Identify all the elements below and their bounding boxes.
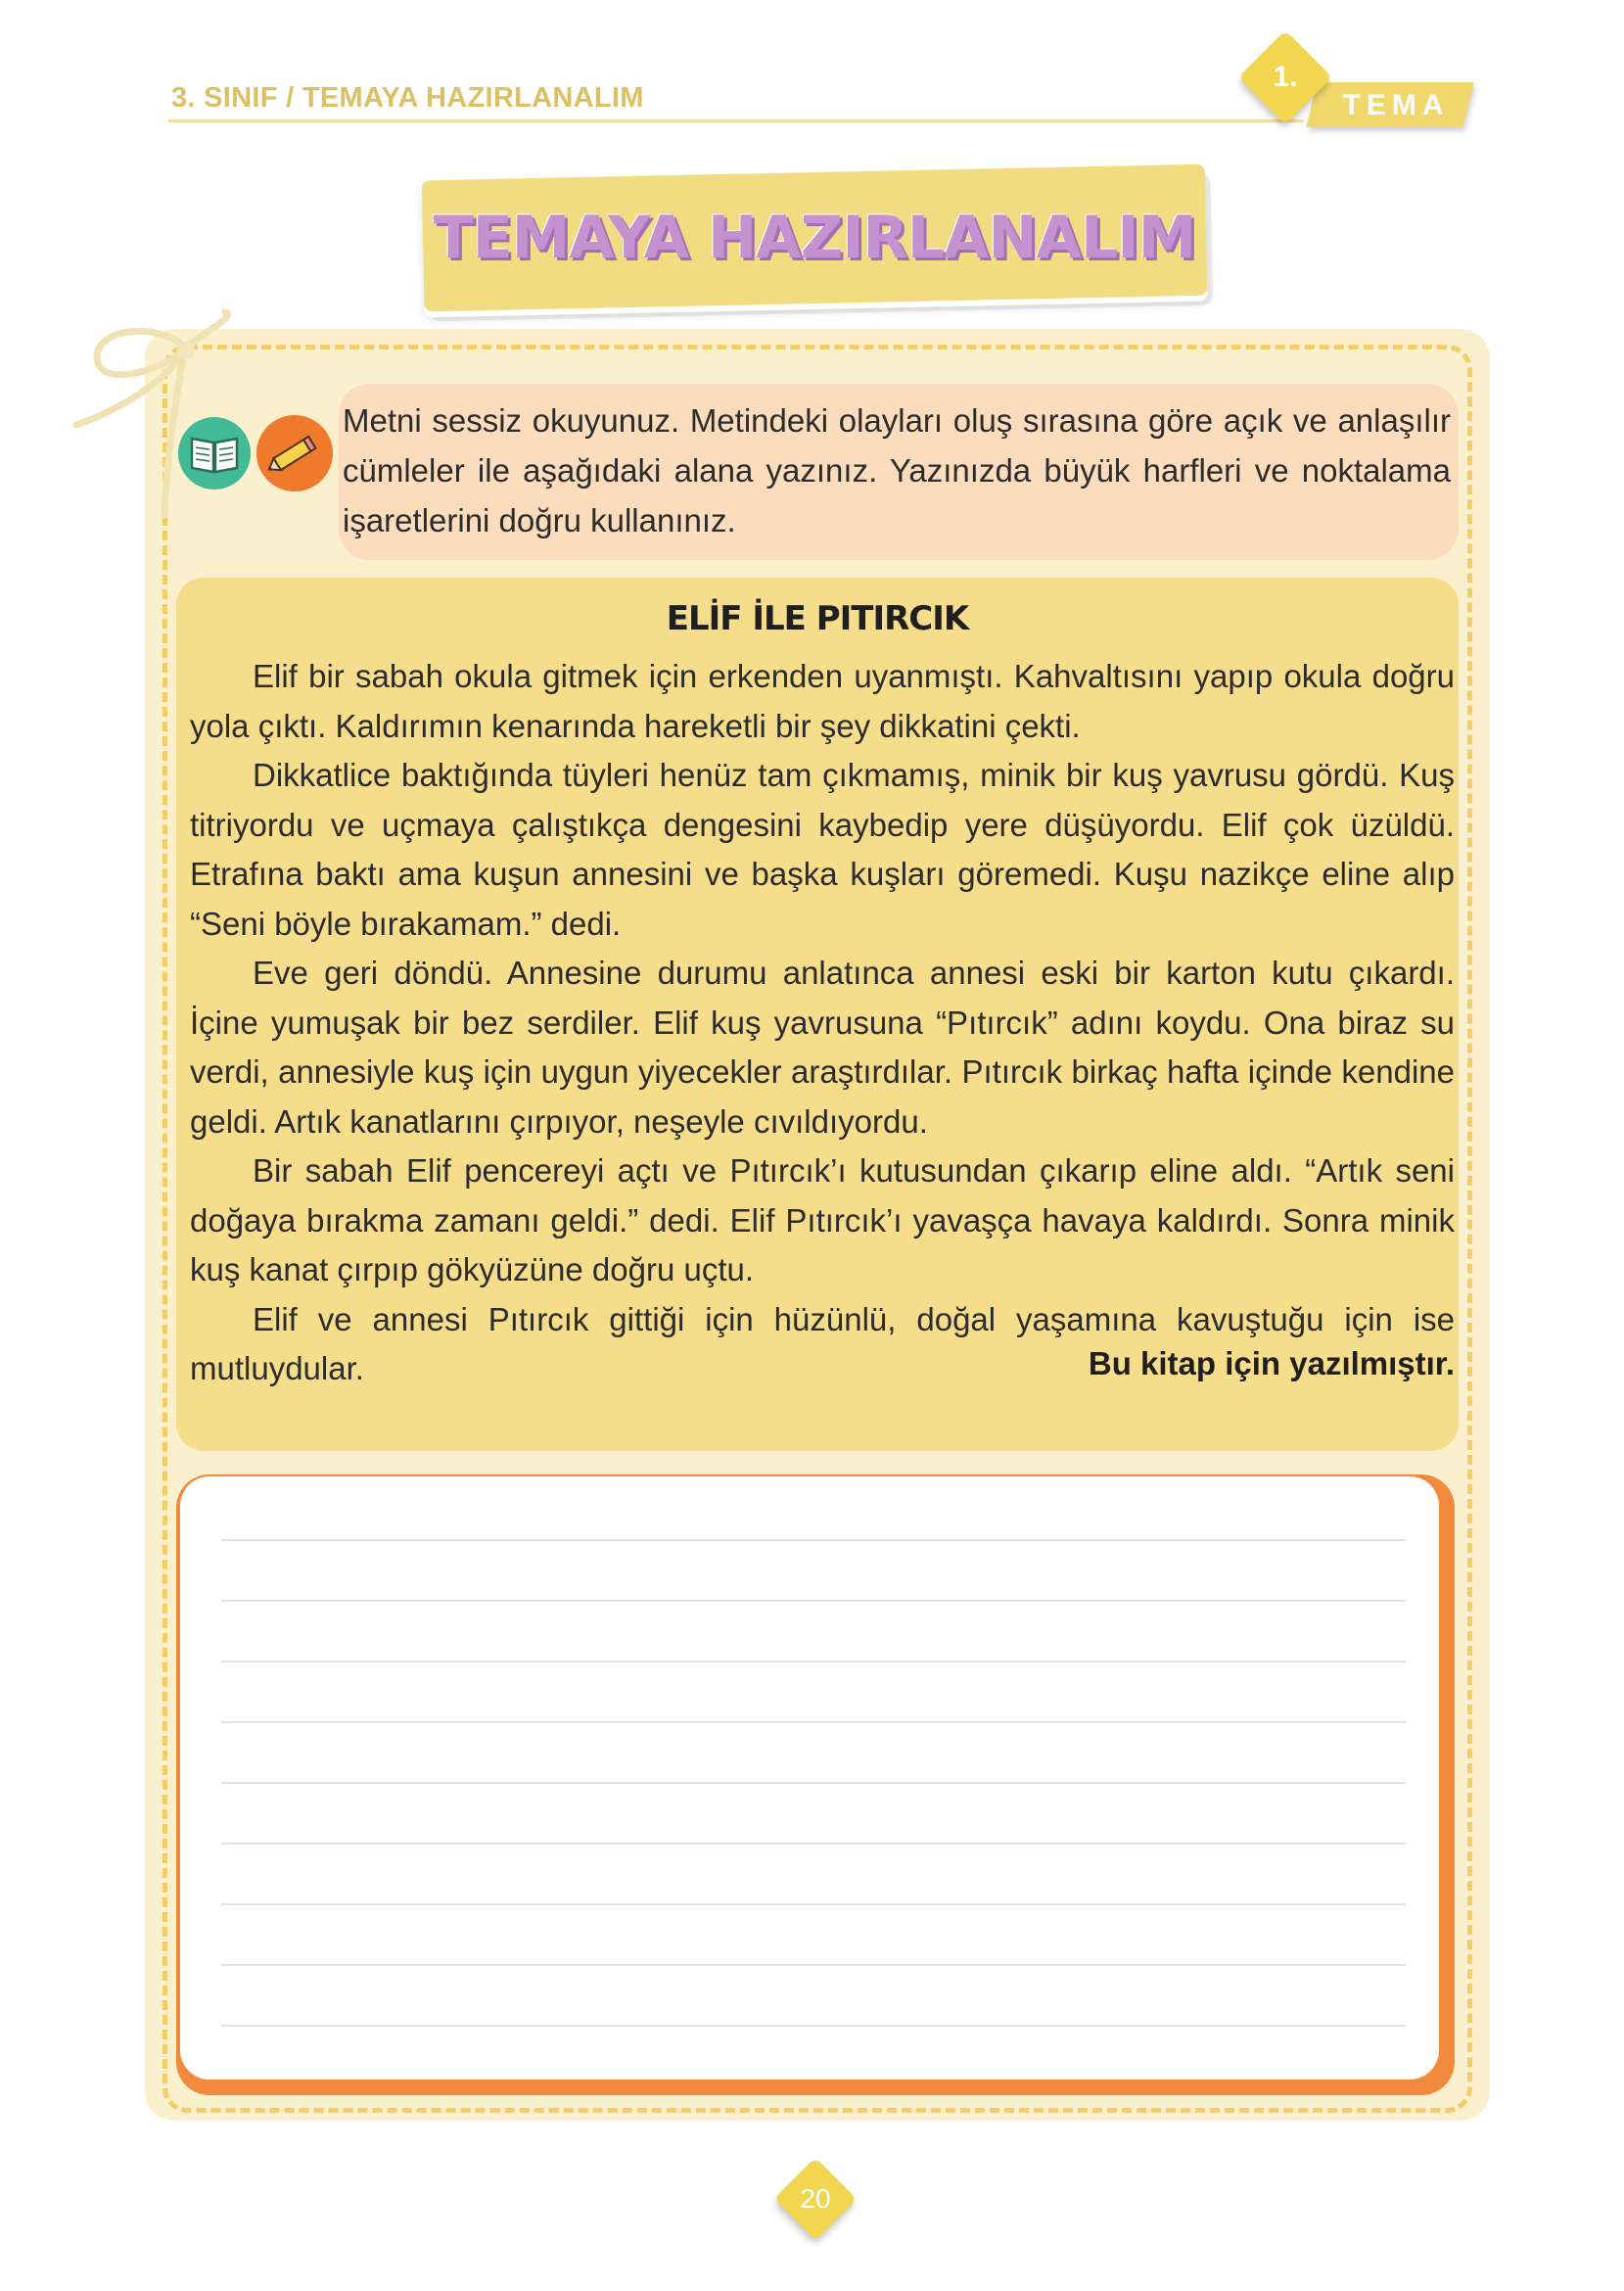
writing-line: [221, 1964, 1406, 1966]
course-header: 3. SINIF / TEMAYA HAZIRLANALIM: [171, 82, 644, 114]
header-divider: [168, 119, 1304, 122]
writing-line: [221, 1903, 1406, 1905]
story-paragraph: Elif ve annesi Pıtırcık gittiği için hüzünlü, doğal yaşamına kavuştuğu için ise mutluydular.: [190, 1300, 1455, 1386]
theme-number: 1.: [1273, 61, 1298, 93]
story-body: [190, 652, 1455, 1394]
story-paragraph: Elif bir sabah okula gitmek için erkenden uyanmıştı. Kahvaltısını yapıp okula doğru yola çıktı. Kaldırımın kenarında hareketli bir şey dikkatini çekti.: [190, 658, 1455, 744]
writing-line: [221, 1843, 1406, 1845]
page-number: 20: [800, 2183, 831, 2214]
open-book-icon: [178, 417, 251, 490]
writing-line: [221, 1660, 1406, 1662]
page-title: TEMAYA HAZIRLANALIM: [433, 204, 1196, 272]
writing-line: [221, 1782, 1406, 1784]
theme-label: TEMA: [1342, 89, 1450, 121]
writing-lines: [221, 1539, 1406, 2029]
story-paragraph: Dikkatlice baktığında tüyleri henüz tam çıkmamış, minik bir kuş yavrusu gördü. Kuş titriyordu ve uçmaya çalıştıkça dengesini kaybedip yere düşüyordu. Elif çok üzüldü. Etrafına baktı ama kuşun annesini ve başka kuşları göremedi. Kuşu nazikçe eline alıp “Seni böyle bırakamam.” dedi.: [190, 757, 1455, 942]
writing-line: [221, 1539, 1406, 1541]
story-paragraph: Bir sabah Elif pencereyi açtı ve Pıtırcık’ı kutusundan çıkarıp eline aldı. “Artık seni doğaya bırakma zamanı geldi.” dedi. Elif Pıtırcık’ı yavaşça havaya kaldırdı. Sonra minik kuş kanat çırpıp gökyüzüne doğru uçtu.: [190, 1152, 1455, 1287]
writing-line: [221, 1600, 1406, 1602]
instruction-text: Metni sessiz okuyunuz. Metindeki olayları oluş sırasına göre açık ve anlaşılır cümleler ile aşağıdaki alana yazınız. Yazınızda büyük harfleri ve noktalama işaretlerini doğru kullanınız.: [343, 402, 1451, 538]
story-source: Bu kitap için yazılmıştır.: [1088, 1345, 1455, 1381]
story-title: ELİF İLE PITIRCIK: [666, 599, 969, 638]
writing-line: [221, 1721, 1406, 1723]
writing-line: [221, 2025, 1406, 2027]
pencil-icon: [256, 415, 333, 491]
story-paragraph: Eve geri döndü. Annesine durumu anlatınca annesi eski bir karton kutu çıkardı. İçine yumuşak bir bez serdiler. Elif kuş yavrusuna “Pıtırcık” adını koydu. Ona biraz su verdi, annesiyle kuş için uygun yiyecekler araştırdılar. Pıtırcık birkaç hafta içinde kendine geldi. Artık kanatlarını çırpıyor, neşeyle cıvıldıyordu.: [190, 955, 1455, 1140]
